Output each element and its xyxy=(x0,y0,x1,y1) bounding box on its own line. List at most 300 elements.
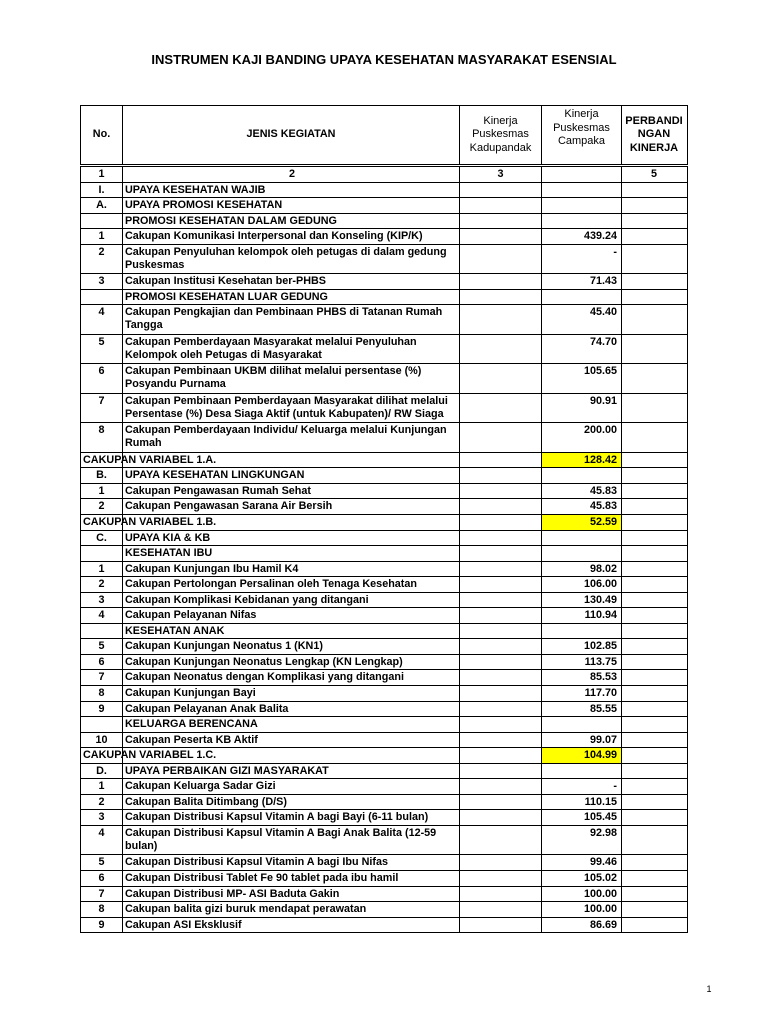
activity-line: Cakupan Pengkajian dan Pembinaan PHBS di Tatanan Rumah xyxy=(125,306,443,319)
activity-cell xyxy=(123,577,460,592)
table-row xyxy=(81,468,687,484)
activity-line: Cakupan Distribusi Kapsul Vitamin A Bagi Anak Balita (12-59 xyxy=(125,826,437,839)
campaka-value: 52.59 xyxy=(589,516,617,529)
row-number: C. xyxy=(96,531,107,544)
campaka-value: 113.75 xyxy=(584,655,617,668)
no-cell xyxy=(81,245,123,274)
page-number: 1 xyxy=(706,984,712,994)
row-number: 9 xyxy=(98,702,105,715)
row-number: 6 xyxy=(98,872,105,884)
kadupandak-cell xyxy=(460,686,542,701)
no-cell xyxy=(81,394,123,423)
campaka-cell xyxy=(542,198,622,213)
table-row xyxy=(81,364,687,394)
campaka-value: 106.00 xyxy=(583,578,617,591)
activity-line: Cakupan Balita Ditimbang (D/S) xyxy=(125,795,287,808)
campaka-cell xyxy=(542,764,622,779)
comparison-cell xyxy=(622,855,686,870)
kadupandak-cell xyxy=(460,245,542,274)
no-cell xyxy=(81,531,123,546)
table-row xyxy=(81,670,687,686)
no-cell xyxy=(81,748,217,763)
campaka-value: 86.69 xyxy=(589,918,617,931)
row-number: 2 xyxy=(98,500,105,513)
table-row xyxy=(81,305,687,335)
campaka-value: 99.07 xyxy=(589,733,617,746)
kadupandak-cell xyxy=(460,717,542,732)
activity-line: Cakupan Pembinaan UKBM dilihat melalui persentase (%) xyxy=(125,365,422,378)
row-number: 10 xyxy=(95,733,108,746)
header-no-cell xyxy=(81,106,123,164)
no-cell xyxy=(81,702,123,717)
kadupandak-cell xyxy=(460,305,542,334)
row-number: A. xyxy=(96,199,107,212)
header-activity-cell xyxy=(123,106,460,164)
activity-line: Cakupan Distribusi MP- ASI Baduta Gakin xyxy=(125,887,340,900)
campaka-cell xyxy=(542,639,622,654)
campaka-value: 128.42 xyxy=(583,453,617,466)
column-number-cell xyxy=(123,167,460,182)
activity-line: Cakupan Neonatus dengan Komplikasi yang ditangani xyxy=(125,671,404,684)
no-cell xyxy=(81,902,123,917)
activity-cell xyxy=(123,855,460,870)
column-number: 5 xyxy=(650,168,657,180)
table-row xyxy=(81,394,687,424)
campaka-value: 130.49 xyxy=(583,593,617,606)
table-row xyxy=(81,245,687,275)
comparison-cell xyxy=(622,748,686,763)
no-cell xyxy=(81,593,123,608)
comparison-cell xyxy=(622,245,686,274)
row-number: 4 xyxy=(98,306,105,319)
table-row xyxy=(81,902,687,918)
activity-cell xyxy=(123,198,460,213)
no-cell xyxy=(81,305,123,334)
no-cell xyxy=(81,639,123,654)
row-number: 5 xyxy=(98,856,105,869)
activity-line: Cakupan Distribusi Kapsul Vitamin A bagi Ibu Nifas xyxy=(125,856,388,869)
kadupandak-cell xyxy=(460,484,542,499)
campaka-cell xyxy=(542,733,622,748)
no-cell xyxy=(81,670,123,685)
column-number-cell xyxy=(81,167,123,182)
campaka-value: 74.70 xyxy=(589,335,617,348)
kadupandak-cell xyxy=(460,779,542,794)
activity-line: Cakupan Kunjungan Neonatus Lengkap (KN Lengkap) xyxy=(125,655,403,668)
row-number: 3 xyxy=(98,811,105,824)
total-row xyxy=(81,515,687,531)
no-cell xyxy=(81,499,123,514)
kadupandak-cell xyxy=(460,887,542,902)
no-cell xyxy=(81,198,123,213)
comparison-cell xyxy=(622,290,686,305)
comparison-cell xyxy=(622,468,686,483)
comparison-cell xyxy=(622,918,686,933)
comparison-cell xyxy=(622,779,686,794)
campaka-value: 105.02 xyxy=(583,872,617,884)
no-cell xyxy=(81,229,123,244)
table-row xyxy=(81,499,687,515)
campaka-value: 92.98 xyxy=(589,826,617,839)
comparison-cell xyxy=(622,364,686,393)
campaka-cell xyxy=(542,826,622,855)
comparison-cell xyxy=(622,593,686,608)
kadupandak-cell xyxy=(460,902,542,917)
activity-cell xyxy=(123,918,460,933)
activity-cell xyxy=(123,608,460,623)
campaka-cell xyxy=(542,546,622,561)
column-number-cell xyxy=(622,167,686,182)
comparison-cell xyxy=(622,871,686,886)
table-row xyxy=(81,733,687,749)
column-number: 3 xyxy=(497,168,504,180)
campaka-cell xyxy=(542,608,622,623)
campaka-cell xyxy=(542,468,622,483)
kadupandak-cell xyxy=(460,394,542,423)
activity-line: Cakupan Institusi Kesehatan ber-PHBS xyxy=(125,275,326,288)
comparison-cell xyxy=(622,229,686,244)
no-cell xyxy=(81,335,123,364)
activity-line: Cakupan Pengawasan Rumah Sehat xyxy=(125,484,311,497)
campaka-cell xyxy=(542,214,622,229)
comparison-cell xyxy=(622,810,686,825)
activity-line: bulan) xyxy=(125,839,158,852)
no-cell xyxy=(81,624,123,639)
activity-cell xyxy=(123,826,460,855)
comparison-cell xyxy=(622,305,686,334)
campaka-cell xyxy=(542,515,622,530)
activity-line: Cakupan Distribusi Tablet Fe 90 tablet pada ibu hamil xyxy=(125,872,399,884)
row-number: 4 xyxy=(98,826,105,839)
campaka-cell xyxy=(542,593,622,608)
header-comparison-line: KINERJA xyxy=(629,141,679,154)
activity-line: KESEHATAN ANAK xyxy=(125,624,225,637)
activity-cell xyxy=(123,795,460,810)
header-activity-label: JENIS KEGIATAN xyxy=(246,128,336,141)
activity-cell xyxy=(123,394,460,423)
kadupandak-cell xyxy=(460,546,542,561)
table-row xyxy=(81,608,687,624)
activity-line: Cakupan Kunjungan Neonatus 1 (KN1) xyxy=(125,640,323,653)
header-campaka-line: Puskesmas xyxy=(553,121,610,134)
row-number: D. xyxy=(96,764,107,777)
campaka-cell xyxy=(542,274,622,289)
kadupandak-cell xyxy=(460,655,542,670)
header-kadupandak-line: Kadupandak xyxy=(469,141,532,154)
activity-line: UPAYA KESEHATAN LINGKUNGAN xyxy=(125,469,305,482)
no-cell xyxy=(81,468,123,483)
table-row xyxy=(81,274,687,290)
comparison-cell xyxy=(622,577,686,592)
campaka-cell xyxy=(542,702,622,717)
no-cell xyxy=(81,655,123,670)
activity-line: Cakupan Pembinaan Pemberdayaan Masyarakat dilihat melalui xyxy=(125,394,448,407)
column-number: 2 xyxy=(288,168,295,180)
total-label: CAKUPAN VARIABEL 1.A. xyxy=(83,453,217,466)
row-number: 2 xyxy=(98,795,105,808)
activity-cell xyxy=(123,183,460,198)
kadupandak-cell xyxy=(460,274,542,289)
campaka-value: 110.15 xyxy=(584,795,617,808)
kadupandak-cell xyxy=(460,593,542,608)
row-number: B. xyxy=(96,469,107,482)
campaka-cell xyxy=(542,245,622,274)
campaka-cell xyxy=(542,855,622,870)
campaka-cell xyxy=(542,887,622,902)
campaka-value: 105.65 xyxy=(583,365,617,378)
campaka-cell xyxy=(542,305,622,334)
campaka-cell xyxy=(542,229,622,244)
header-no-label: No. xyxy=(92,128,111,141)
row-number: I. xyxy=(98,183,105,196)
kadupandak-cell xyxy=(460,795,542,810)
comparison-cell xyxy=(622,515,686,530)
activity-cell xyxy=(123,717,460,732)
campaka-value: 99.46 xyxy=(589,856,617,869)
activity-cell xyxy=(123,733,460,748)
campaka-cell xyxy=(542,364,622,393)
comparison-cell xyxy=(622,624,686,639)
comparison-cell xyxy=(622,717,686,732)
campaka-cell xyxy=(542,335,622,364)
kadupandak-cell xyxy=(460,577,542,592)
table-row xyxy=(81,826,687,856)
activity-line: UPAYA PERBAIKAN GIZI MASYARAKAT xyxy=(125,764,329,777)
campaka-value: 200.00 xyxy=(583,424,617,437)
activity-cell xyxy=(123,229,460,244)
kadupandak-cell xyxy=(460,624,542,639)
header-campaka-line: Campaka xyxy=(557,135,606,147)
no-cell xyxy=(81,871,123,886)
document-title: INSTRUMEN KAJI BANDING UPAYA KESEHATAN MASYARAKAT ESENSIAL xyxy=(151,52,617,67)
kadupandak-cell xyxy=(460,453,542,468)
comparison-cell xyxy=(622,335,686,364)
no-cell xyxy=(81,826,123,855)
no-cell xyxy=(81,810,123,825)
no-cell xyxy=(81,764,123,779)
activity-line: Posyandu Purnama xyxy=(125,378,226,391)
no-cell xyxy=(81,546,123,561)
campaka-cell xyxy=(542,779,622,794)
comparison-cell xyxy=(622,183,686,198)
table-row xyxy=(81,779,687,795)
activity-cell xyxy=(123,290,460,305)
subheading-row xyxy=(81,214,687,230)
subheading-row xyxy=(81,717,687,733)
comparison-cell xyxy=(622,702,686,717)
activity-cell xyxy=(123,702,460,717)
campaka-value: 117.70 xyxy=(584,687,617,700)
campaka-value: 98.02 xyxy=(589,562,617,575)
activity-line: Cakupan Penyuluhan kelompok oleh petugas di dalam gedung xyxy=(125,245,447,258)
row-number: 1 xyxy=(98,562,105,575)
comparison-cell xyxy=(622,531,686,546)
comparison-cell xyxy=(622,639,686,654)
row-number: 5 xyxy=(98,335,105,348)
no-cell xyxy=(81,183,123,198)
row-number: 9 xyxy=(98,918,105,931)
activity-cell xyxy=(123,655,460,670)
row-number: 7 xyxy=(98,671,105,684)
activity-cell xyxy=(123,499,460,514)
activity-cell xyxy=(123,468,460,483)
activity-line: Cakupan Komplikasi Kebidanan yang ditangani xyxy=(125,593,369,606)
activity-line: UPAYA KIA & KB xyxy=(125,531,211,544)
total-row xyxy=(81,748,687,764)
campaka-cell xyxy=(542,670,622,685)
table-row xyxy=(81,531,687,547)
campaka-cell xyxy=(542,795,622,810)
campaka-cell xyxy=(542,655,622,670)
comparison-cell xyxy=(622,795,686,810)
activity-line: Kelompok oleh Petugas di Masyarakat xyxy=(125,348,322,361)
kadupandak-cell xyxy=(460,198,542,213)
header-comparison-line: NGAN xyxy=(637,128,671,141)
activity-line: Cakupan Peserta KB Aktif xyxy=(125,733,258,746)
campaka-value: 45.40 xyxy=(589,306,617,319)
comparison-cell xyxy=(622,655,686,670)
activity-cell xyxy=(123,902,460,917)
kadupandak-cell xyxy=(460,335,542,364)
activity-cell xyxy=(123,686,460,701)
activity-line: UPAYA PROMOSI KESEHATAN xyxy=(125,199,283,212)
activity-cell xyxy=(123,764,460,779)
row-number: 1 xyxy=(98,230,105,243)
kadupandak-cell xyxy=(460,531,542,546)
subheading-row xyxy=(81,624,687,640)
campaka-cell xyxy=(542,624,622,639)
table-header xyxy=(80,105,688,165)
activity-cell xyxy=(123,562,460,577)
comparison-cell xyxy=(622,733,686,748)
kadupandak-cell xyxy=(460,764,542,779)
activity-cell xyxy=(123,546,460,561)
activity-cell xyxy=(123,245,460,274)
no-cell xyxy=(81,855,123,870)
activity-line: Cakupan Kunjungan Bayi xyxy=(125,687,256,700)
row-number: 6 xyxy=(98,655,105,668)
table-row xyxy=(81,577,687,593)
kadupandak-cell xyxy=(460,214,542,229)
comparison-cell xyxy=(622,198,686,213)
no-cell xyxy=(81,887,123,902)
campaka-value: 90.91 xyxy=(589,394,617,407)
no-cell xyxy=(81,214,123,229)
campaka-value: 85.53 xyxy=(589,671,617,684)
no-cell xyxy=(81,484,123,499)
campaka-cell xyxy=(542,394,622,423)
activity-cell xyxy=(123,364,460,393)
comparison-cell xyxy=(622,274,686,289)
table-row xyxy=(81,855,687,871)
campaka-cell xyxy=(542,484,622,499)
header-kadupandak-line: Kinerja xyxy=(483,114,518,127)
campaka-cell xyxy=(542,810,622,825)
column-number: 1 xyxy=(98,168,105,180)
row-number: 1 xyxy=(98,780,105,793)
table-row xyxy=(81,198,687,214)
kadupandak-cell xyxy=(460,733,542,748)
table-body xyxy=(80,166,688,933)
activity-line: Cakupan Komunikasi Interpersonal dan Konseling (KIP/K) xyxy=(125,230,423,243)
comparison-cell xyxy=(622,887,686,902)
table-row xyxy=(81,562,687,578)
campaka-cell xyxy=(542,871,622,886)
kadupandak-cell xyxy=(460,826,542,855)
header-kadupandak-line: Puskesmas xyxy=(472,128,529,141)
no-cell xyxy=(81,453,217,468)
row-number: 7 xyxy=(98,887,105,900)
activity-line: Rumah xyxy=(125,437,162,450)
kadupandak-cell xyxy=(460,229,542,244)
campaka-value: 85.55 xyxy=(589,702,617,715)
activity-cell xyxy=(123,593,460,608)
comparison-cell xyxy=(622,499,686,514)
activity-cell xyxy=(123,484,460,499)
activity-cell xyxy=(123,423,460,452)
campaka-cell xyxy=(542,686,622,701)
comparison-cell xyxy=(622,764,686,779)
row-number: 8 xyxy=(98,903,105,916)
no-cell xyxy=(81,515,217,530)
activity-cell xyxy=(123,531,460,546)
comparison-cell xyxy=(622,453,686,468)
kadupandak-cell xyxy=(460,364,542,393)
kadupandak-cell xyxy=(460,562,542,577)
campaka-value: 100.00 xyxy=(583,887,617,900)
campaka-cell xyxy=(542,499,622,514)
campaka-value: 105.45 xyxy=(583,811,617,824)
table-row xyxy=(81,335,687,365)
campaka-cell xyxy=(542,562,622,577)
row-number: 4 xyxy=(98,609,105,622)
kadupandak-cell xyxy=(460,423,542,452)
kadupandak-cell xyxy=(460,468,542,483)
activity-line: Persentase (%) Desa Siaga Aktif (untuk Kabupaten)/ RW Siaga xyxy=(125,407,444,420)
table-row xyxy=(81,423,687,453)
no-cell xyxy=(81,686,123,701)
activity-line: KELUARGA BERENCANA xyxy=(125,718,258,731)
activity-line: Cakupan Pemberdayaan Individu/ Keluarga melalui Kunjungan xyxy=(125,424,447,437)
campaka-cell xyxy=(542,902,622,917)
total-label: CAKUPAN VARIABEL 1.B. xyxy=(83,516,217,529)
comparison-cell xyxy=(622,214,686,229)
activity-cell xyxy=(123,214,460,229)
header-campaka-line: Kinerja xyxy=(564,108,599,120)
table-row xyxy=(81,887,687,903)
comparison-cell xyxy=(622,484,686,499)
row-number: 8 xyxy=(98,424,105,437)
kadupandak-cell xyxy=(460,855,542,870)
row-number: 1 xyxy=(98,484,105,497)
kadupandak-cell xyxy=(460,290,542,305)
no-cell xyxy=(81,562,123,577)
campaka-cell xyxy=(542,453,622,468)
campaka-value: 110.94 xyxy=(584,609,617,622)
campaka-value: 104.99 xyxy=(583,749,617,762)
kadupandak-cell xyxy=(460,670,542,685)
campaka-value: 45.83 xyxy=(589,500,617,513)
comparison-cell xyxy=(622,423,686,452)
activity-line: Cakupan balita gizi buruk mendapat perawatan xyxy=(125,903,367,916)
activity-cell xyxy=(123,871,460,886)
activity-line: UPAYA KESEHATAN WAJIB xyxy=(125,183,266,196)
campaka-cell xyxy=(542,423,622,452)
kadupandak-cell xyxy=(460,608,542,623)
campaka-cell xyxy=(542,290,622,305)
campaka-cell xyxy=(542,717,622,732)
campaka-value: 102.85 xyxy=(583,640,617,653)
